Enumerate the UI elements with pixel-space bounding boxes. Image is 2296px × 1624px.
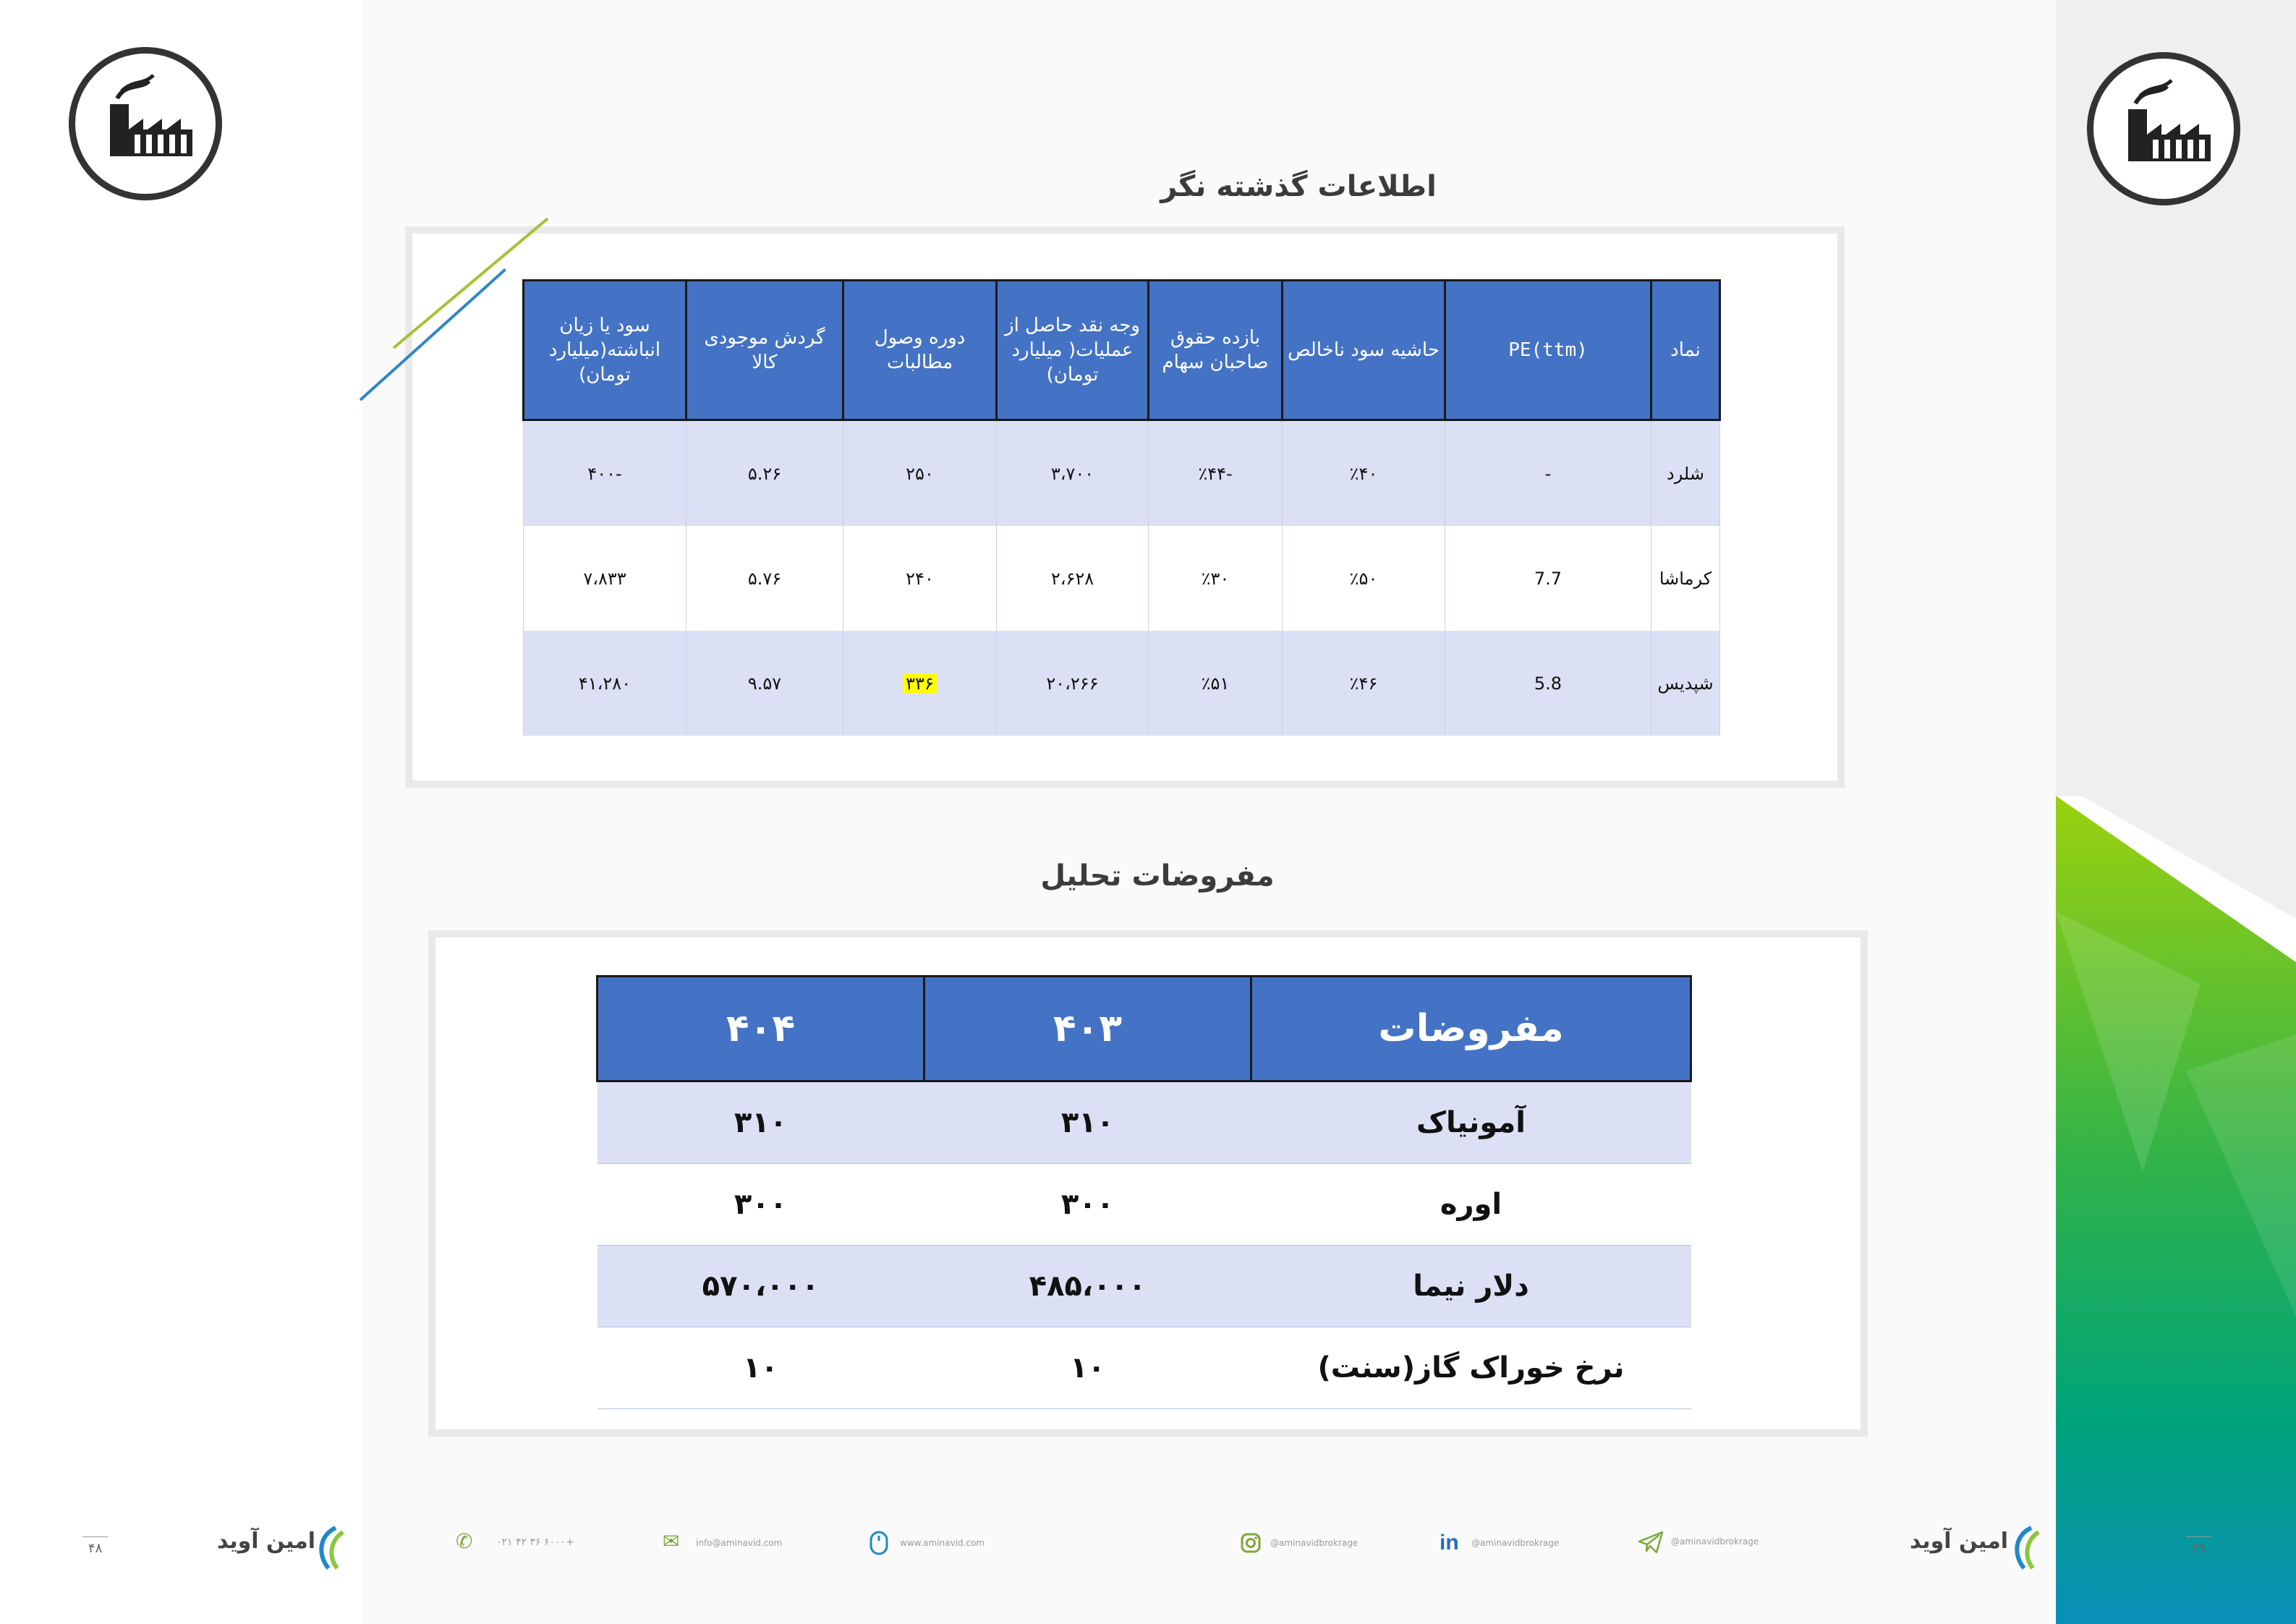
- cell: ۳۱۰: [598, 1081, 924, 1164]
- cell: 7.7: [1445, 526, 1651, 631]
- header-year-403: ۴۰۳: [924, 977, 1251, 1081]
- header-symbol: نماد: [1651, 281, 1720, 420]
- table-row: [524, 526, 1720, 631]
- factory-icon: [2093, 59, 2234, 199]
- cell: ۴۱،۲۸۰: [524, 631, 686, 736]
- cell: شلرد: [1651, 420, 1720, 527]
- linkedin-icon: in: [1440, 1531, 1459, 1555]
- page-number-left: ۴۸: [88, 1541, 103, 1556]
- cell: ۱۰: [924, 1327, 1251, 1409]
- cell: ۲۰،۲۶۶: [997, 631, 1149, 736]
- footer: [0, 1505, 2296, 1591]
- cell: ٪۳۰: [1149, 526, 1283, 631]
- page-number-right: ۴۹: [2192, 1541, 2206, 1556]
- cell: ۲،۶۲۸: [997, 526, 1149, 631]
- section-title-assumptions: مفروضات تحلیل: [1040, 859, 1275, 893]
- cell: ٪۵۱: [1149, 631, 1283, 736]
- cell: ۴۸۵،۰۰۰: [924, 1246, 1251, 1327]
- table-row: [598, 1246, 1691, 1327]
- header-year-404: ۴۰۴: [598, 977, 924, 1081]
- cell: -۴۰۰: [524, 420, 686, 527]
- cell: ٪۵۰: [1283, 526, 1445, 631]
- brand-name-right: امین آوید: [1910, 1529, 2009, 1554]
- cell: ۳۰۰: [924, 1164, 1251, 1246]
- factory-logo-left: [69, 47, 222, 200]
- left-page-background: [0, 0, 362, 1624]
- cell: ۱۰: [598, 1327, 924, 1409]
- cell: ۷،۸۳۳: [524, 526, 686, 631]
- instagram-icon: [1240, 1532, 1262, 1554]
- cell: -٪۴۴: [1149, 420, 1283, 527]
- assumptions-table-frame: [428, 930, 1868, 1437]
- historical-table-frame: [405, 226, 1845, 788]
- highlighted-value: ۳۳۶: [903, 673, 937, 694]
- cell: ۹.۵۷: [686, 631, 843, 736]
- header-assumptions: مفروضات: [1251, 977, 1691, 1081]
- cell: -: [1445, 420, 1651, 527]
- cell: آمونیاک: [1251, 1081, 1691, 1164]
- header-receivables-period: دوره وصول مطالبات: [843, 281, 997, 420]
- section-title-historical: اطلاعات گذشته نگر: [1160, 170, 1437, 203]
- cell: ۵.۷۶: [686, 526, 843, 631]
- factory-logo-right: [2087, 52, 2240, 205]
- cell: ۲۴۰: [843, 526, 997, 631]
- cell: ٪۴۶: [1283, 631, 1445, 736]
- cell: دلار نیما: [1251, 1246, 1691, 1327]
- header-pe: PE(ttm): [1445, 281, 1651, 420]
- brand-logo-icon: [2010, 1525, 2047, 1571]
- cell: 5.8: [1445, 631, 1651, 736]
- cell: شپدیس: [1651, 631, 1720, 736]
- table-row: [524, 420, 1720, 527]
- table-header-row: [524, 281, 1720, 420]
- header-inventory-turnover: گردش موجودی کالا: [686, 281, 843, 420]
- table-row: [598, 1164, 1691, 1246]
- green-decoration: [2056, 796, 2296, 1624]
- assumptions-table: [596, 975, 1692, 1409]
- header-roe: بازده حقوق صاحبان سهام: [1149, 281, 1283, 420]
- telegram-handle[interactable]: @aminavidbrokrage: [1671, 1536, 1759, 1547]
- phone-number[interactable]: ۰۲۱ ۴۲ ۳۶ ۶۰۰۰+: [496, 1536, 574, 1548]
- table-row: [598, 1081, 1691, 1164]
- cell: کرماشا: [1651, 526, 1720, 631]
- table-row: [598, 1327, 1691, 1409]
- header-gross-margin: حاشیه سود ناخالص: [1283, 281, 1445, 420]
- header-retained-earnings: سود یا زیان انباشته(میلیارد تومان): [524, 281, 686, 420]
- factory-icon: [75, 54, 216, 194]
- telegram-icon: [1638, 1531, 1664, 1554]
- linkedin-handle[interactable]: @aminavidbrokrage: [1471, 1538, 1560, 1548]
- mouse-icon: [869, 1531, 888, 1555]
- cell: ۵.۲۶: [686, 420, 843, 527]
- cell: ۳۱۰: [924, 1081, 1251, 1164]
- cell: ٪۴۰: [1283, 420, 1445, 527]
- cell: ۲۵۰: [843, 420, 997, 527]
- table-row: [524, 631, 1720, 736]
- cell: ۳،۷۰۰: [997, 420, 1149, 527]
- cell: ۳۰۰: [598, 1164, 924, 1246]
- brand-name-left: امین آوید: [217, 1529, 316, 1554]
- website-link[interactable]: www.aminavid.com: [900, 1538, 985, 1548]
- header-operating-cash: وجه نقد حاصل از عملیات( میلیارد تومان): [997, 281, 1149, 420]
- cell: نرخ خوراک گاز(سنت): [1251, 1327, 1691, 1409]
- mail-icon: ✉: [663, 1529, 680, 1553]
- table-header-row: [598, 977, 1691, 1081]
- phone-icon: ✆: [456, 1529, 473, 1553]
- instagram-handle[interactable]: @aminavidbrokrage: [1270, 1538, 1359, 1548]
- cell-highlighted: [843, 631, 997, 736]
- brand-logo-icon: [314, 1525, 352, 1571]
- email-link[interactable]: info@aminavid.com: [696, 1538, 783, 1548]
- historical-data-table: [522, 279, 1721, 736]
- cell: اوره: [1251, 1164, 1691, 1246]
- cell: ۵۷۰،۰۰۰: [598, 1246, 924, 1327]
